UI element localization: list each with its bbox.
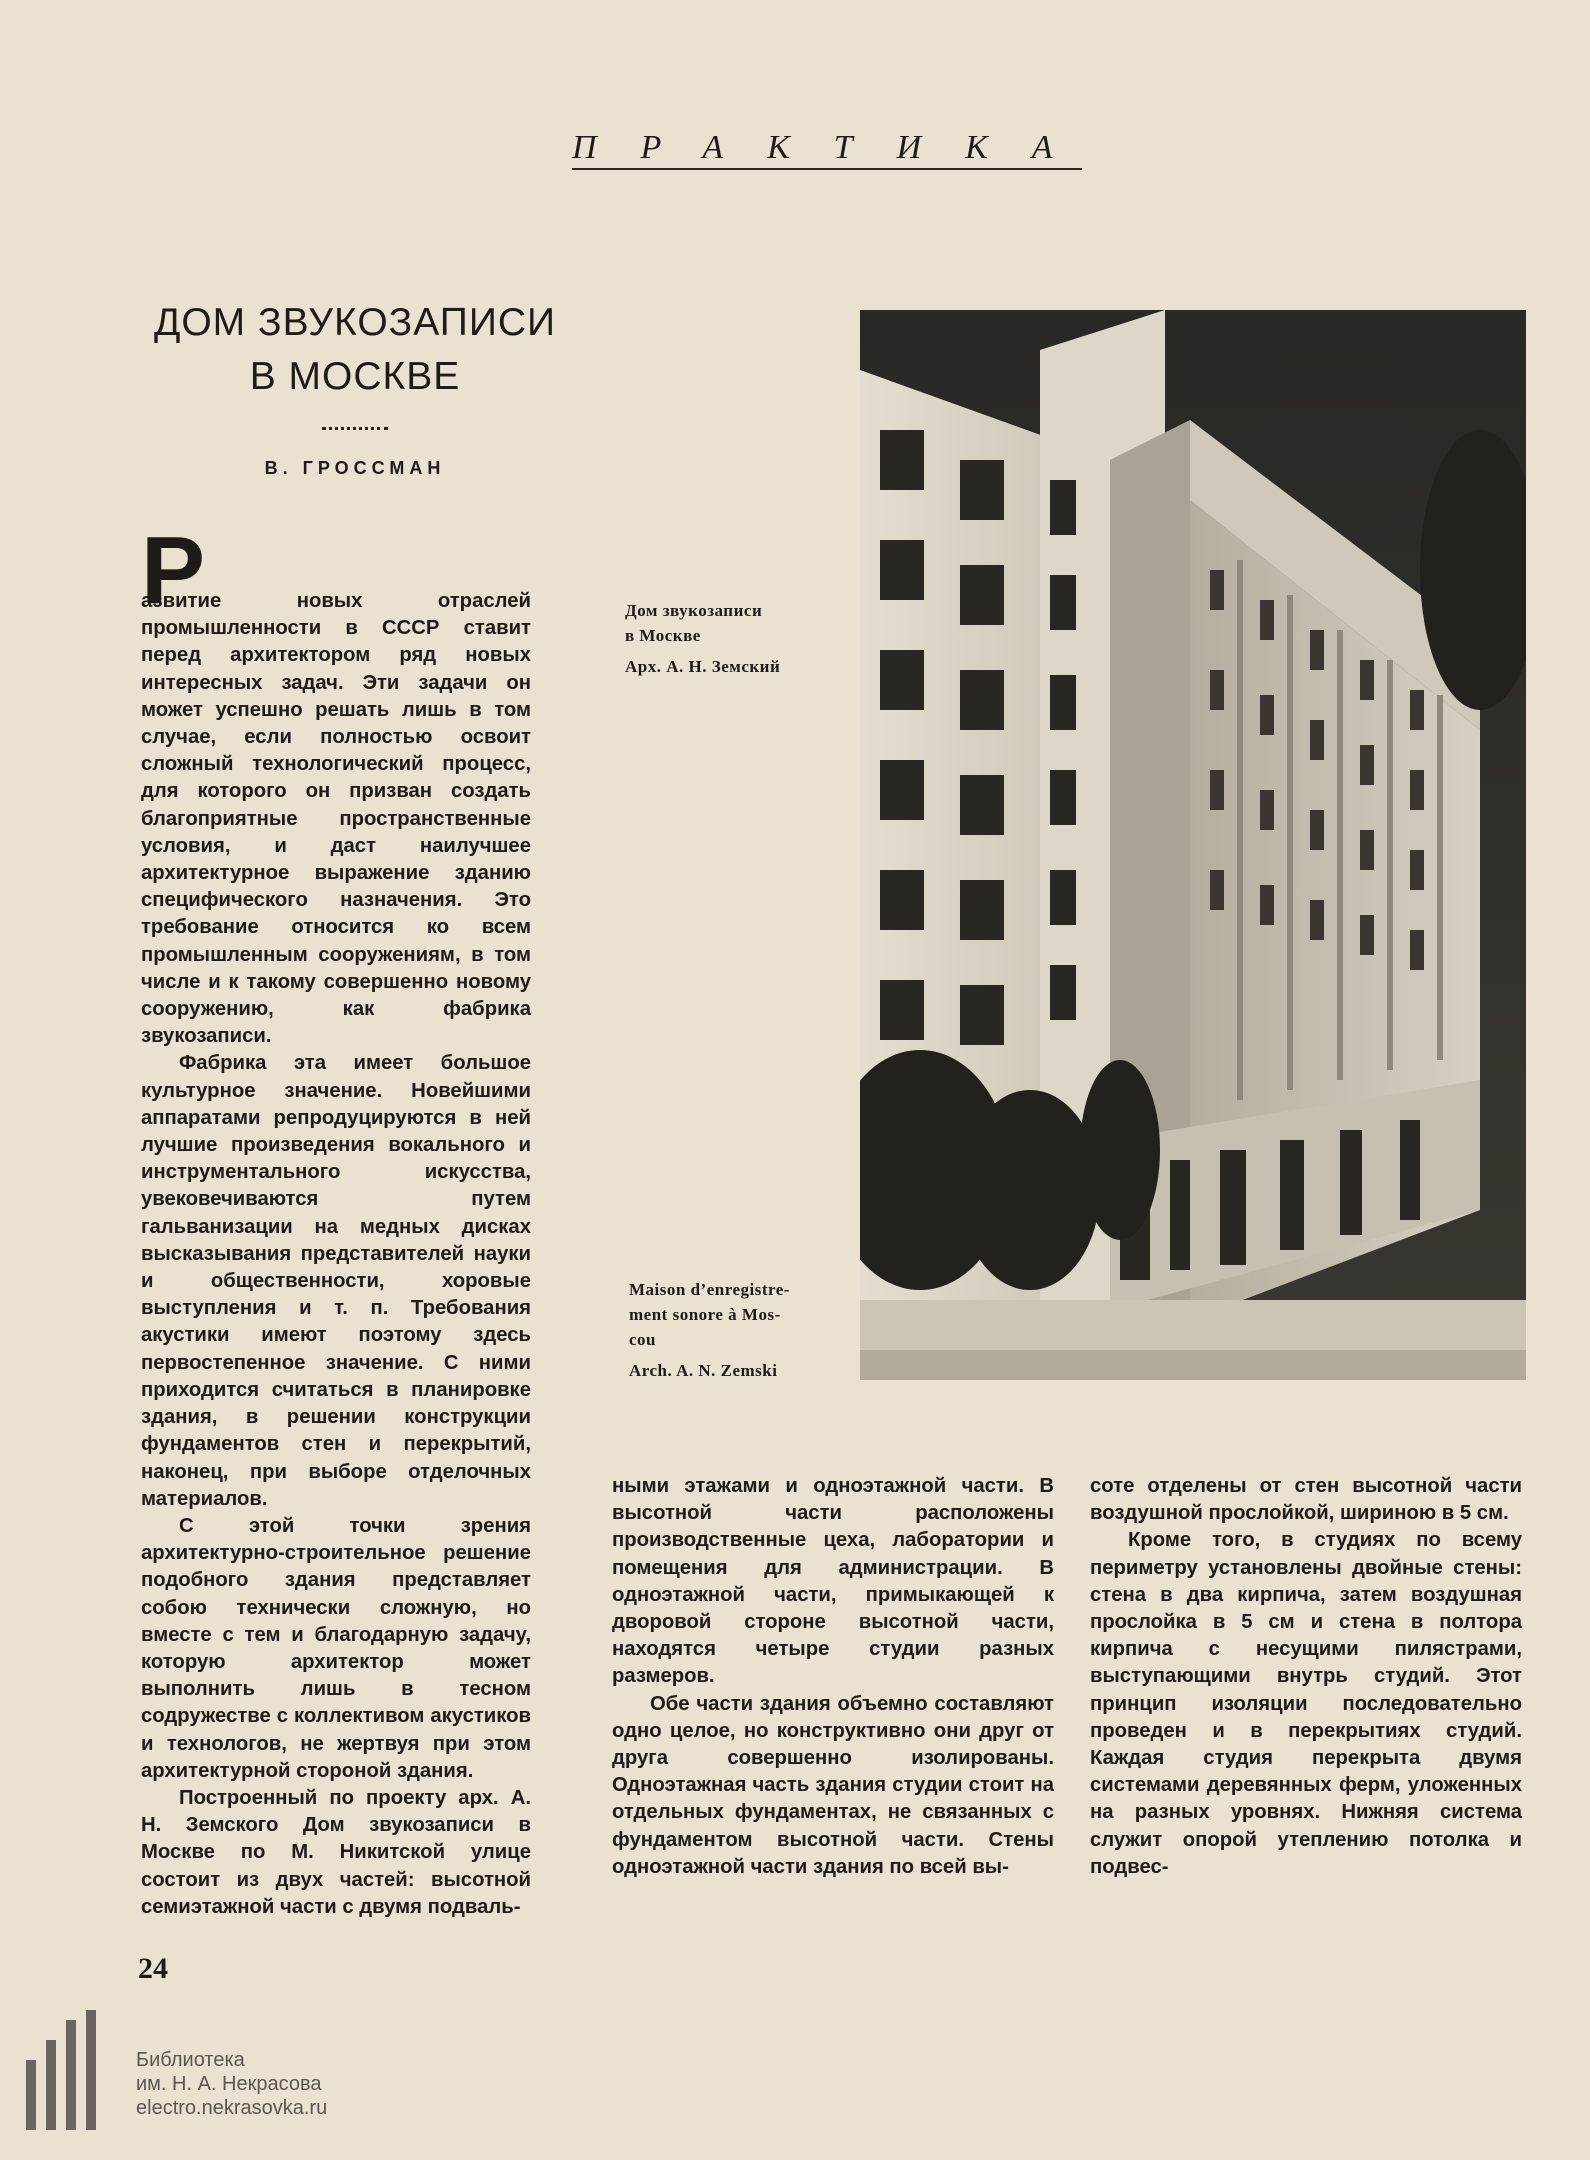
photo-caption-french xyxy=(629,1277,854,1383)
library-name: Библиотека xyxy=(136,2049,245,2071)
caption-line: cou xyxy=(629,1330,656,1349)
library-watermark xyxy=(136,2048,327,2120)
page-number: 24 xyxy=(138,1952,168,1985)
caption-line: Maison d’enregistre- xyxy=(629,1280,790,1299)
author-byline: В. ГРОССМАН xyxy=(264,458,446,478)
article-title-line-1: ДОМ ЗВУКОЗАПИСИ xyxy=(153,301,557,344)
paragraph: азвитие новых отраслей промышленности в СССР ставит перед архитектором ряд новых интересных задач. Эти задачи он может успешно решать лишь в том случае, если полностью освоит сложный технологический процесс, для которого он призван создать благоприятные пространственные условия, и даст наилучшее архитектурное выражение зданию специфического назначения. Это требование относится ко всем промышленным сооружениям, в том числе и к такому совершенно новому сооружению, как фабрика звукозаписи. xyxy=(141,590,531,1048)
article-title-line-2: В МОСКВЕ xyxy=(249,355,461,398)
photo-caption-russian xyxy=(625,598,845,679)
text-column-2 xyxy=(612,1473,1054,1881)
caption-line: Arch. A. N. Zemski xyxy=(629,1361,778,1380)
text-column-1 xyxy=(141,588,531,1921)
caption-line: в Москве xyxy=(625,626,701,645)
paragraph: Построенный по проекту арх. А. Н. Земского Дом звукозаписи в Москве по М. Никитской улице состоит из двух частей: высотной семиэтажной части с двумя подваль- xyxy=(141,1786,531,1918)
paragraph: ными этажами и одноэтажной части. В высотной части расположены производственные цеха, лаборатории и помещения для администрации. В одноэтажной части, примыкающей к дворовой стороне высотной части, находятся четыре студии разных размеров. xyxy=(612,1475,1054,1688)
paragraph: С этой точки зрения архитектурно-строительное решение подобного здания представляет собою технически сложную, но вместе с тем и благодарную задачу, которую архитектор может выполнить лишь в тесном содружестве с коллективом акустиков и технологов, не жертвуя при этом архитектурной стороной здания. xyxy=(141,1514,531,1782)
section-header: ПРАКТИКА xyxy=(572,128,1082,170)
paragraph: Кроме того, в студиях по всему периметру установлены двойные стены: стена в два кирпича, затем воздушная прослойка в 5 см и стена в полтора кирпича с несущими пилястрами, выступающими внутрь студий. Этот принцип изоляции последовательно проведен и в перекрытиях студий. Каждая студия перекрыта двумя системами деревянных ферм, уложенных на разных уровнях. Нижняя система служит опорой утеплению потолка и подвес- xyxy=(1090,1529,1522,1878)
caption-line: Арх. А. Н. Земский xyxy=(625,657,781,676)
paragraph: Обе части здания объемно составляют одно целое, но конструктивно они друг от друга совершенно изолированы. Одноэтажная часть здания студии стоит на отдельных фундаментах, не связанных с фундаментом высотной части. Стены одноэтажной части здания по всей вы- xyxy=(612,1692,1054,1878)
paragraph: Фабрика эта имеет большое культурное значение. Новейшими аппаратами репродуцируются в ней лучшие произведения вокального и инструментального искусства, увековечиваются путем гальванизации на медных дисках высказывания представителей науки и общественности, хоровые выступления и т. п. Требования акустики имеют поэтому здесь первостепенное значение. С ними приходится считаться в планировке здания, в решении конструкции фундаментов стен и перекрытий, наконец, при выборе отделочных материалов. xyxy=(141,1052,531,1510)
library-logo-icon xyxy=(22,2010,116,2130)
caption-line: Дом звукозаписи xyxy=(625,601,763,620)
library-subtitle: им. Н. А. Некрасова xyxy=(136,2073,322,2095)
title-divider xyxy=(322,427,388,430)
building-photo xyxy=(860,310,1526,1380)
paragraph: соте отделены от стен высотной части воздушной прослойкой, шириною в 5 см. xyxy=(1090,1475,1522,1525)
drop-cap: Р xyxy=(141,517,206,624)
article-title xyxy=(150,296,560,404)
text-column-3 xyxy=(1090,1473,1522,1881)
library-url: electro.nekrasovka.ru xyxy=(136,2097,328,2119)
caption-line: ment sonore à Mos- xyxy=(629,1305,781,1324)
